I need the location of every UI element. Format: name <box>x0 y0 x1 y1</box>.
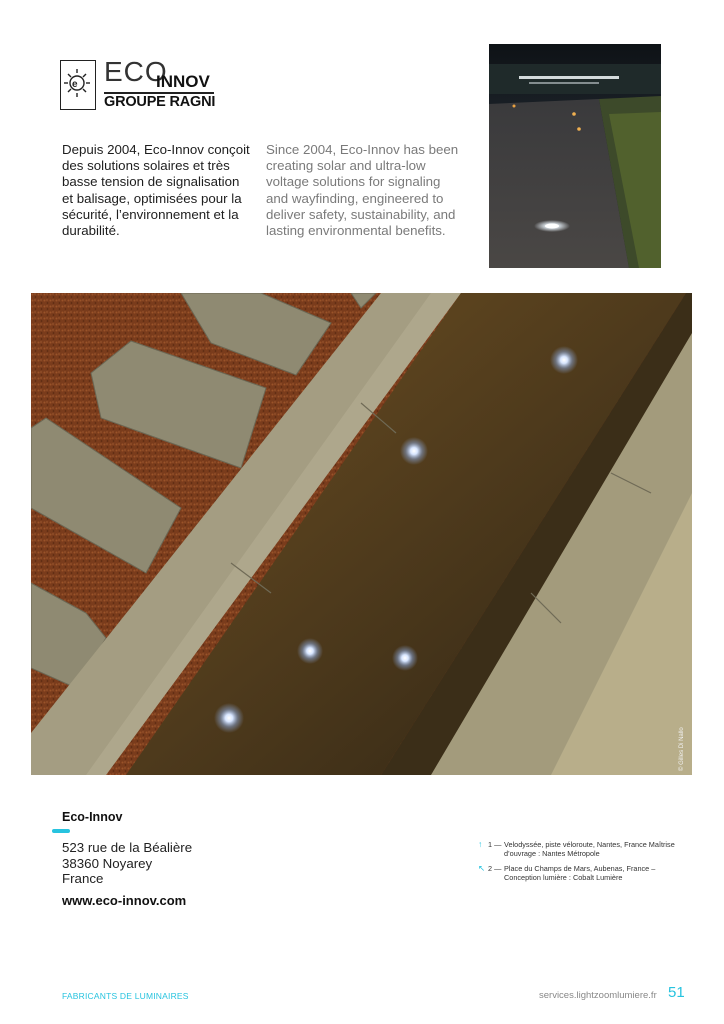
photo-credit-main: © Gilles Di Nallo <box>679 727 685 771</box>
eco-innov-logo <box>60 58 220 114</box>
intro-french: Depuis 2004, Eco-Innov conçoit des solutions solaires et très basse tension de signalisation et balisage, optimisées pour la sécurité, l’environnement et la durabilité. <box>62 142 250 239</box>
svg-text:e: e <box>72 79 78 90</box>
intro-english: Since 2004, Eco-Innov has been creating solar and ultra-low voltage solutions for signaling and wayfinding, engineered to deliver safety, sustainability, and lasting environmental benefits. <box>266 142 459 239</box>
arrow-up-left-icon: ↖ <box>478 863 486 873</box>
address-line: France <box>62 871 104 886</box>
company-name: Eco-Innov <box>62 810 123 824</box>
arrow-up-icon: ↑ <box>478 839 483 849</box>
footer-url-link[interactable]: services.lightzoomlumiere.fr <box>539 990 657 1001</box>
caption-number: 2 — <box>488 864 502 873</box>
address-line: 38360 Noyarey <box>62 855 153 871</box>
logo-innov-text: INNOV <box>156 72 210 91</box>
photo-cycle-path <box>489 44 661 268</box>
page-number: 51 <box>668 984 685 1001</box>
footer-section-title: FABRICANTS DE LUMINAIRES <box>62 991 189 1001</box>
sun-logo-icon <box>60 60 96 110</box>
photo-champs-de-mars <box>31 293 692 775</box>
company-website-link[interactable]: www.eco-innov.com <box>62 893 187 908</box>
caption-text: Velodyssée, piste véloroute, Nantes, France Maîtrise d’ouvrage : Nantes Métropole <box>504 840 675 858</box>
accent-bar <box>52 829 70 833</box>
company-address <box>62 840 192 887</box>
address-line: 523 rue de la Béalière <box>62 840 193 855</box>
logo-eco-text: ECO <box>104 56 168 87</box>
caption-1 <box>478 841 683 859</box>
logo-group-text: GROUPE RAGNI <box>104 94 216 110</box>
caption-number: 1 — <box>488 840 502 849</box>
caption-text: Place du Champs de Mars, Aubenas, France – Conception lumière : Cobalt Lumière <box>504 864 656 882</box>
caption-2 <box>478 865 683 893</box>
